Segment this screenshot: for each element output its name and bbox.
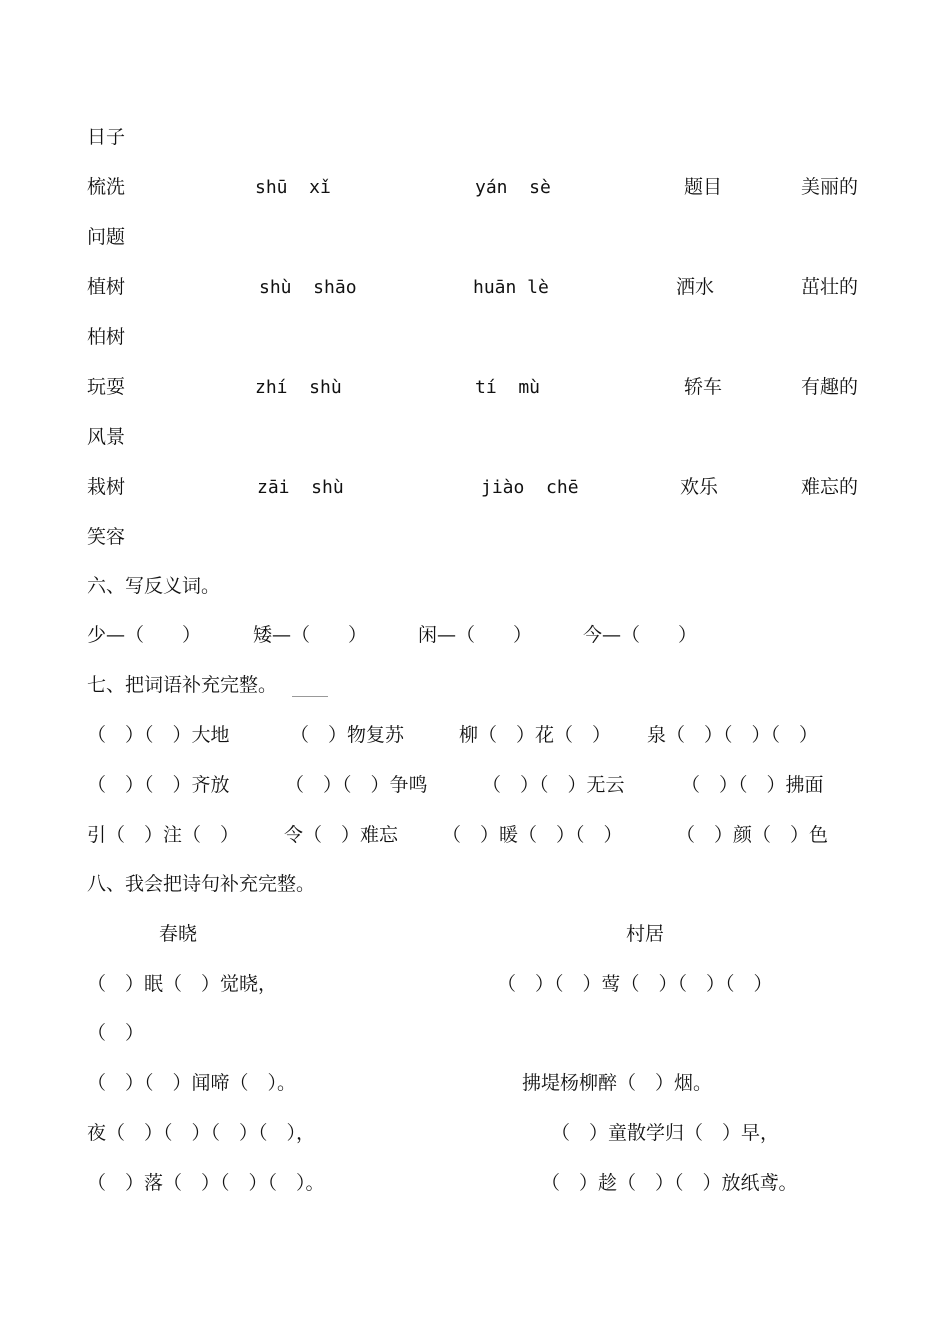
poem-line: （ ）	[87, 1022, 145, 1044]
idiom-blank: （ ）暖（ ）（ ）	[442, 824, 623, 846]
idiom-blank: 柳（ ）花（ ）	[459, 724, 612, 746]
poem-line: （ ）童散学归（ ）早，	[551, 1122, 780, 1144]
idiom-blank: 令（ ）难忘	[284, 824, 399, 846]
poem-line: （ ）眠（ ）觉晓，	[87, 973, 278, 995]
idiom-blank: 泉（ ）（ ）（ ）	[647, 724, 819, 746]
antonym-item: 矮—（ ）	[253, 624, 368, 646]
vocab-word: 风景	[87, 426, 126, 448]
vocab-pinyin: jiào chē	[481, 477, 579, 498]
section-heading: 八、我会把诗句补充完整。	[87, 873, 316, 895]
antonym-item: 今—（ ）	[583, 624, 698, 646]
poem-line: （ ）（ ）莺（ ）（ ）（ ）	[497, 973, 773, 995]
vocab-pinyin: shū xǐ	[255, 177, 331, 198]
vocab-pinyin: yán sè	[475, 177, 551, 198]
poem-line: （ ）落（ ）（ ）（ ）。	[87, 1172, 325, 1194]
vocab-pinyin: zāi shù	[257, 477, 344, 498]
poem-title: 春晓	[159, 923, 198, 945]
vocab-word: 梳洗	[87, 176, 126, 198]
vocab-word: 洒水	[676, 276, 715, 298]
vocab-word: 题目	[684, 176, 723, 198]
vocab-word: 美丽的	[801, 176, 859, 198]
vocab-word: 栽树	[87, 476, 126, 498]
vocab-word: 轿车	[684, 376, 723, 398]
vocab-word: 欢乐	[680, 476, 719, 498]
underline-mark	[292, 696, 328, 697]
vocab-word: 柏树	[87, 326, 126, 348]
vocab-word: 植树	[87, 276, 126, 298]
poem-title: 村居	[626, 923, 665, 945]
poem-line: 拂堤杨柳醉（ ）烟。	[522, 1072, 713, 1094]
idiom-blank: （ ）颜（ ）色	[676, 824, 829, 846]
vocab-word: 茁壮的	[801, 276, 859, 298]
idiom-blank: （ ）（ ）拂面	[681, 774, 824, 796]
poem-line: 夜（ ）（ ）（ ）（ ），	[87, 1122, 316, 1144]
vocab-word: 笑容	[87, 526, 126, 548]
idiom-blank: 引（ ）注（ ）	[87, 824, 240, 846]
vocab-word: 日子	[87, 126, 126, 148]
idiom-blank: （ ）（ ）争鸣	[285, 774, 428, 796]
vocab-word: 问题	[87, 226, 126, 248]
poem-line: （ ）（ ）闻啼（ ）。	[87, 1072, 297, 1094]
vocab-word: 难忘的	[801, 476, 859, 498]
idiom-blank: （ ）物复苏	[290, 724, 405, 746]
antonym-item: 少—（ ）	[87, 624, 202, 646]
idiom-blank: （ ）（ ）无云	[482, 774, 625, 796]
vocab-word: 玩耍	[87, 376, 126, 398]
vocab-pinyin: zhí shù	[255, 377, 342, 398]
section-heading: 六、写反义词。	[87, 575, 221, 597]
section-heading: 七、把词语补充完整。	[87, 674, 278, 696]
vocab-word: 有趣的	[801, 376, 859, 398]
vocab-pinyin: shù shāo	[259, 277, 357, 298]
idiom-blank: （ ）（ ）齐放	[87, 774, 230, 796]
vocab-pinyin: huān lè	[473, 277, 549, 298]
idiom-blank: （ ）（ ）大地	[87, 724, 230, 746]
vocab-pinyin: tí mù	[475, 377, 541, 398]
poem-line: （ ）趁（ ）（ ）放纸鸢。	[541, 1172, 798, 1194]
antonym-item: 闲—（ ）	[418, 624, 533, 646]
